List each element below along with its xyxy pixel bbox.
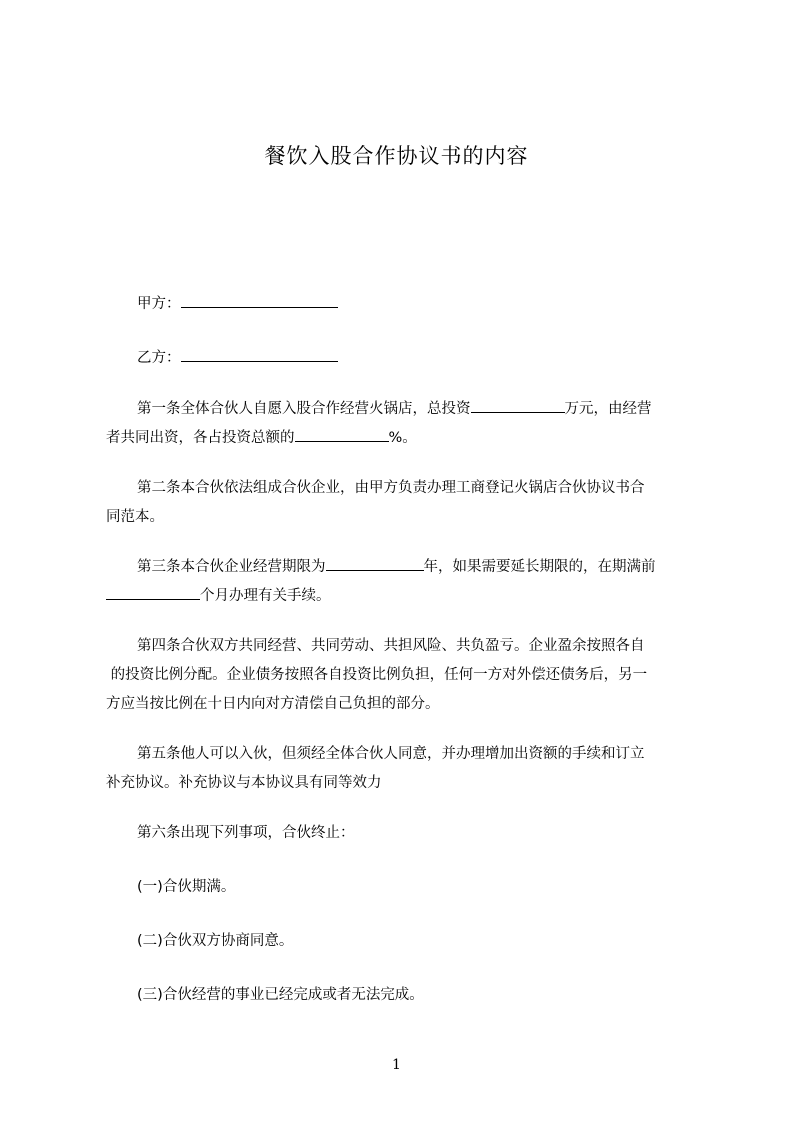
clause-1-line-1: [106, 395, 702, 424]
clause-1-text-a: 第一条全体合伙人自愿入股合作经营火锅店，总投资: [137, 401, 471, 417]
party-a-label: 甲方：: [137, 296, 181, 312]
clause-1-text-d: %。: [388, 430, 417, 446]
clause-4-line-2: 的投资比例分配。企业债务按照各自投资比例负担，任何一方对外偿还债务后，另一: [106, 667, 648, 683]
clause-4: [106, 632, 702, 719]
clause-3-line-2: [106, 582, 702, 611]
party-a-blank: [181, 291, 338, 308]
clause-4-line-1: 第四条合伙双方共同经营、共同劳动、共担风险、共负盈亏。企业盈余按照各自: [137, 638, 645, 654]
share-percent-blank: [295, 425, 389, 442]
term-years-blank: [326, 554, 424, 571]
clause-1-text-c: 者共同出资，各占投资总额的: [106, 430, 295, 446]
page-number: 1: [392, 1057, 401, 1073]
clause-3-line-1: [106, 553, 702, 582]
clause-3-text-a: 第三条本合伙企业经营期限为: [137, 559, 326, 575]
party-b-label: 乙方：: [137, 350, 181, 366]
clause-1-text-b: 万元，由经营: [564, 401, 652, 417]
termination-item-2: (二)合伙双方协商同意。: [137, 933, 294, 949]
clause-5-line-2: 补充协议。补充协议与本协议具有同等效力: [106, 775, 382, 791]
party-b-blank: [181, 345, 338, 362]
clause-3-text-c: 个月办理有关手续。: [200, 588, 331, 604]
total-investment-blank: [471, 396, 565, 413]
clause-2-line-2: 同范本。: [106, 509, 164, 525]
clause-6: 第六条出现下列事项，合伙终止：: [137, 825, 355, 841]
termination-item-3: (三)合伙经营的事业已经完成或者无法完成。: [137, 987, 424, 1003]
clause-5: [106, 740, 702, 798]
clause-2-line-1: 第二条本合伙依法组成合伙企业，由甲方负责办理工商登记火锅店合伙协议书合: [137, 480, 645, 496]
months-blank: [106, 583, 200, 600]
clause-5-line-1: 第五条他人可以入伙，但须经全体合伙人同意，并办理增加出资额的手续和订立: [137, 746, 645, 762]
document-title: 餐饮入股合作协议书的内容: [264, 144, 529, 168]
clause-1-line-2: [106, 424, 702, 453]
clause-3-text-b: 年，如果需要延长期限的，在期满前: [423, 559, 656, 575]
termination-item-1: (一)合伙期满。: [137, 879, 236, 895]
clause-4-line-3: 方应当按比例在十日内向对方清偿自己负担的部分。: [106, 696, 440, 712]
party-b-field: [137, 345, 338, 368]
clause-1: [106, 395, 702, 453]
party-a-field: [137, 291, 338, 314]
clause-2: [106, 474, 702, 532]
clause-3: [106, 553, 702, 611]
